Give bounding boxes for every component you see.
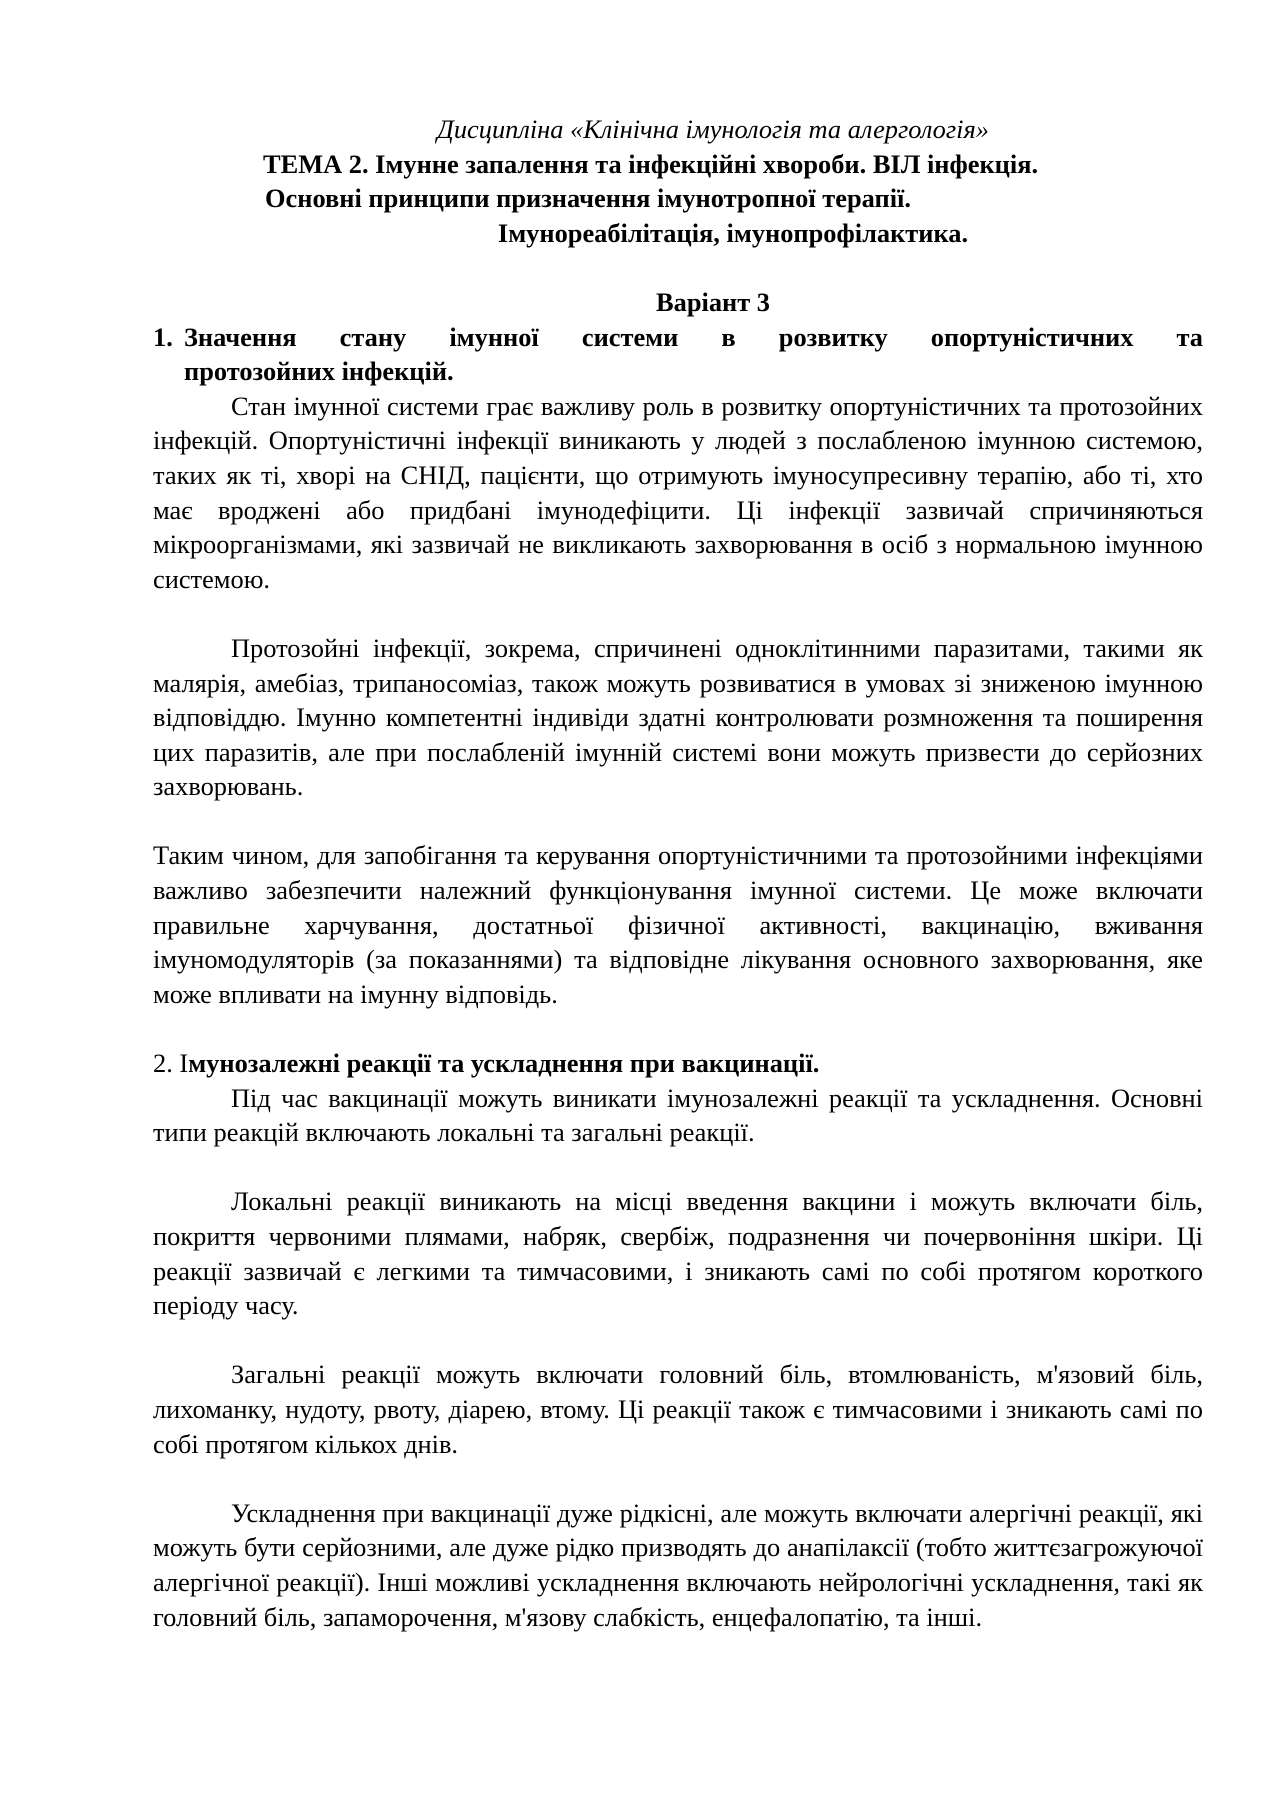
question-1-paragraph: Таким чином, для запобігання та керування опортуністичними та протозойними інфекціями важливо забезпечити належний функціонування імунної системи. Це може включати правильне харчування, достатньої фізичної активності, вакцинацію, вживання імуномодуляторів (за показаннями) та відповідне лікування основного захворювання, яке може впливати на імунну відповідь. bbox=[153, 840, 1203, 1009]
question-2-paragraph: Локальні реакції виникають на місці введення вакцини і можуть включати біль, покриття червоними плямами, набряк, свербіж, подразнення чи почервоніння шкіри. Ці реакції зазвичай є легкими та тимчасовими, і зникають самі по собі протягом короткого періоду часу. bbox=[153, 1186, 1203, 1321]
topic-title-line-1: ТЕМА 2. Імунне запалення та інфекційні хвороби. ВІЛ інфекція. bbox=[263, 148, 1039, 179]
question-2-title: мунозалежні реакції та ускладнення при вакцинації. bbox=[188, 1048, 820, 1079]
question-1-title bbox=[184, 320, 1203, 389]
variant-heading: Варіант 3 bbox=[656, 286, 770, 317]
question-1-paragraph: Стан імунної системи грає важливу роль в розвитку опортуністичних та протозойних інфекцій. Опортуністичні інфекції виникають у людей з послабленою імунною системою, таких як ті, хворі на СНІД, пацієнти, що отримують імуносупресивну терапію, або ті, хто має вроджені або придбані імунодефіцити. Ці інфекції зазвичай спричиняються мікроорганізмами, які зазвичай не викликають захворювання в осіб з нормальною імунною системою. bbox=[153, 390, 1203, 594]
question-2-paragraph: Під час вакцинації можуть виникати імунозалежні реакції та ускладнення. Основні типи реакцій включають локальні та загальні реакції. bbox=[153, 1082, 1203, 1148]
question-1-title-line-1: Значення стану імунної системи в розвитку опортуністичних та bbox=[184, 321, 1203, 352]
question-1-paragraph: Протозойні інфекції, зокрема, спричинені одноклітинними паразитами, такими як малярія, амебіаз, трипаносоміаз, також можуть розвиватися в умовах зі зниженою імунною відповіддю. Імунно компетентні індивіди здатні контролювати розмноження та поширення цих паразитів, але при послабленій імунній системі вони можуть призвести до серйозних захворювань. bbox=[153, 632, 1203, 802]
discipline-title: Дисципліна «Клінічна імунологія та алергологія» bbox=[437, 114, 989, 144]
topic-title-line-3: Імунореабілітація, імунопрофілактика. bbox=[497, 217, 969, 248]
question-2-title-prefix: 2. І bbox=[153, 1048, 189, 1079]
question-2-paragraph: Ускладнення при вакцинації дуже рідкісні, але можуть включати алергічні реакції, які можуть бути серйозними, але дуже рідко призводять до анапілаксії (тобто життєзагрожуючої алергічної реакції). Інші можливі ускладнення включають нейрологічні ускладнення, такі як головний біль, запаморочення, м'язову слабкість, енцефалопатію, та інші. bbox=[153, 1497, 1203, 1632]
document-page bbox=[153, 112, 1203, 1634]
question-1-title-line-2: протозойних інфекцій. bbox=[184, 356, 454, 387]
question-2-paragraph: Загальні реакції можуть включати головний біль, втомлюваність, м'язовий біль, лихоманку, нудоту, рвоту, діарею, втому. Ці реакції також є тимчасовими і зникають самі по собі протягом кількох днів. bbox=[153, 1359, 1203, 1459]
question-1-heading bbox=[153, 320, 1203, 389]
topic-title-line-2: Основні принципи призначення імунотропної терапії. bbox=[265, 183, 911, 214]
question-2-heading bbox=[153, 1046, 1203, 1081]
question-1-number: 1. bbox=[153, 321, 173, 352]
